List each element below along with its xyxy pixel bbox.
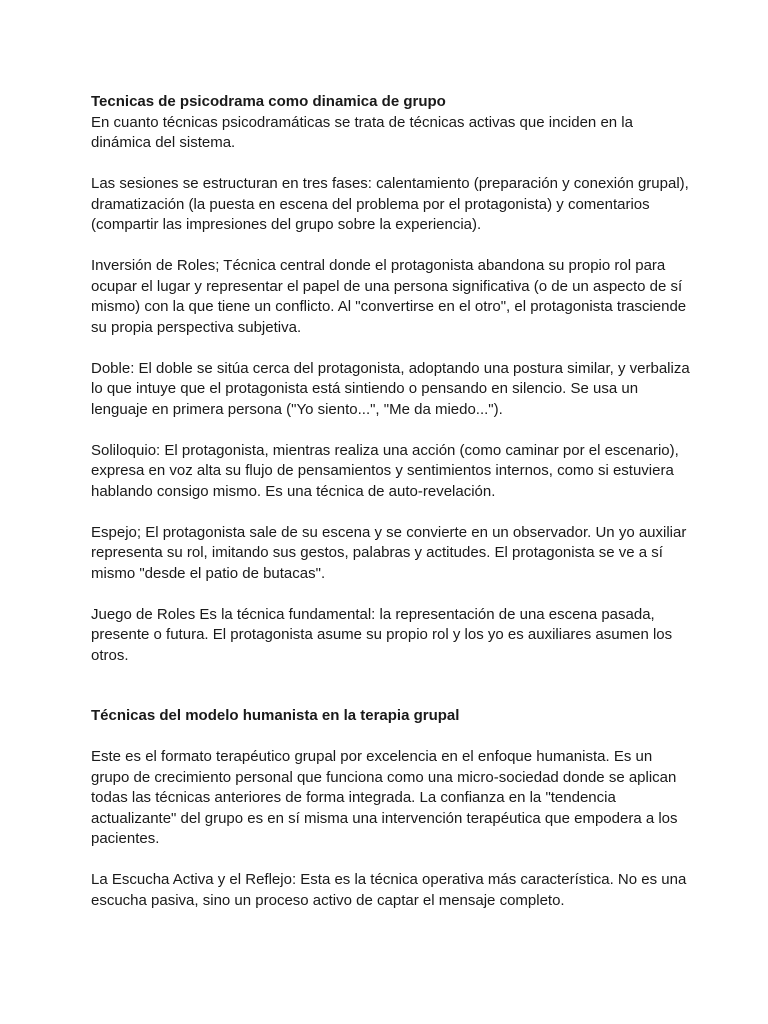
paragraph-escucha-activa: La Escucha Activa y el Reflejo: Esta es la técnica operativa más característica. No es una escucha pasiva, sino un proceso activo de captar el mensaje completo. — [91, 871, 687, 909]
paragraph-doble: Doble: El doble se sitúa cerca del protagonista, adoptando una postura similar, y verbaliza lo que intuye que el protagonista está sintiendo o pensando en silencio. Se usa un lenguaje en primera persona ("Yo siento...", "Me da miedo..."). — [91, 359, 690, 418]
paragraph-soliloquio: Soliloquio: El protagonista, mientras realiza una acción (como caminar por el escenario), expresa en voz alta su flujo de pensamientos y sentimientos internos, como si estuviera hablando consigo mismo. Es una técnica de auto-revelación. — [91, 441, 679, 500]
paragraph-espejo: Espejo; El protagonista sale de su escena y se convierte en un observador. Un yo auxiliar representa su rol, imitando sus gestos, palabras y actitudes. El protagonista se ve a sí mismo "desde el patio de butacas". — [91, 523, 687, 582]
paragraph-inversion-roles: Inversión de Roles; Técnica central donde el protagonista abandona su propio rol para ocupar el lugar y representar el papel de una persona significativa (o de un aspecto de sí mismo) con la que tiene un conflicto. Al "convertirse en el otro", el protagonista trasciende su propia perspectiva subjetiva. — [91, 257, 687, 336]
document-page — [91, 92, 691, 932]
section-title: Tecnicas de psicodrama como dinamica de grupo — [91, 93, 446, 110]
section-humanista — [91, 706, 691, 911]
paragraph-fases: Las sesiones se estructuran en tres fases: calentamiento (preparación y conexión grupal), dramatización (la puesta en escena del problema por el protagonista) y comentarios (compartir las impresiones del grupo sobre la experiencia). — [91, 175, 689, 233]
paragraph-juego-roles: Juego de Roles Es la técnica fundamental: la representación de una escena pasada, presente o futura. El protagonista asume su propio rol y los yo es auxiliares asumen los otros. — [91, 605, 673, 664]
section-title: Técnicas del modelo humanista en la terapia grupal — [91, 707, 460, 724]
intro-paragraph: En cuanto técnicas psicodramáticas se trata de técnicas activas que inciden en la dinámica del sistema. — [91, 113, 633, 151]
paragraph-formato-grupal: Este es el formato terapéutico grupal por excelencia en el enfoque humanista. Es un grupo de crecimiento personal que funciona como una micro-sociedad donde se aplican todas las técnicas anteriores de forma integrada. La confianza en la "tendencia actualizante" del grupo es en sí misma una intervención terapéutica que empodera a los pacientes. — [91, 748, 678, 847]
section-psicodrama — [91, 92, 691, 666]
